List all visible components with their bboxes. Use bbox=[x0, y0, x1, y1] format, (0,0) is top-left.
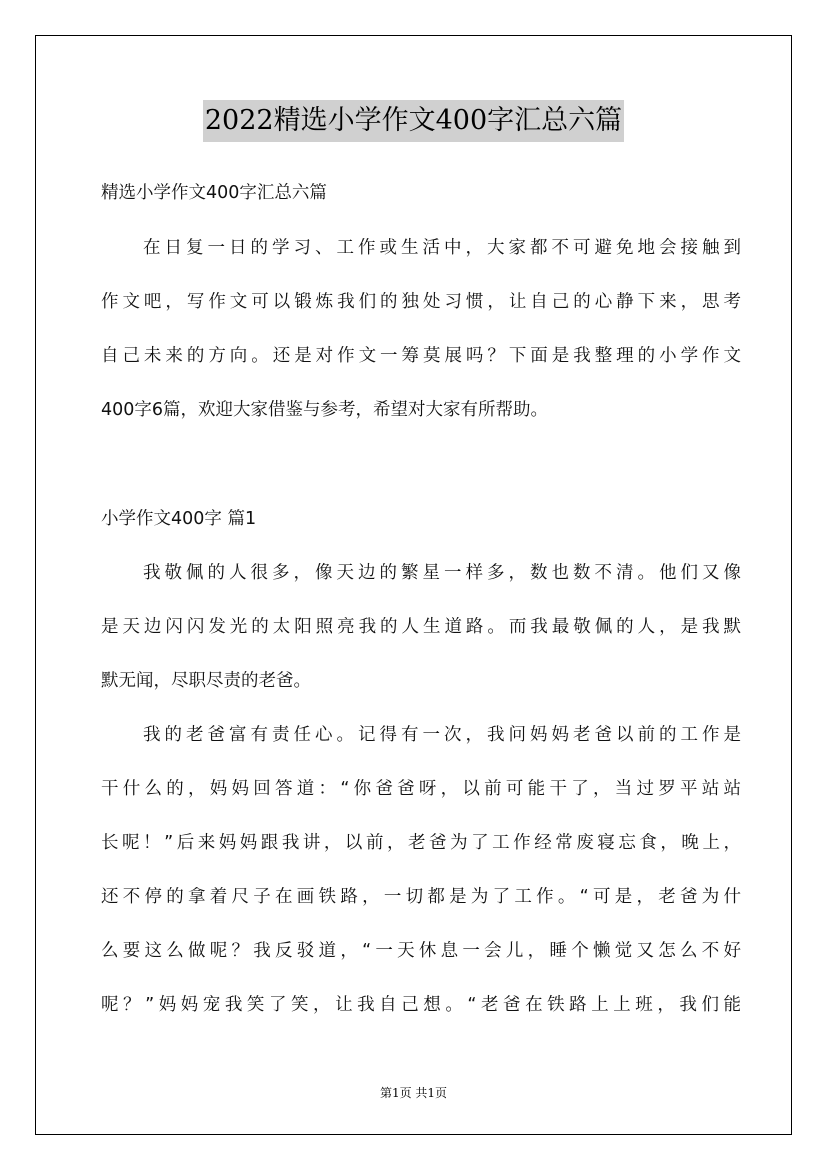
paragraph-line: 我敬佩的人很多，像天边的繁星一样多，数也数不清。他们又像 bbox=[143, 563, 741, 583]
paragraph-line: 还不停的拿着尺子在画铁路，一切都是为了工作。“可是，老爸为什 bbox=[101, 887, 741, 907]
paragraph-line: 长呢！”后来妈妈跟我讲，以前，老爸为了工作经常废寝忘食，晚上， bbox=[101, 833, 741, 853]
paragraph-line: 呢？”妈妈宠我笑了笑，让我自己想。“老爸在铁路上上班，我们能 bbox=[101, 995, 741, 1015]
document-title: 2022精选小学作文400字汇总六篇 bbox=[203, 100, 624, 142]
intro-line: 400字6篇，欢迎大家借鉴与参考，希望对大家有所帮助。 bbox=[101, 400, 549, 420]
paragraph-line: 默无闻，尽职尽责的老爸。 bbox=[101, 671, 311, 691]
section-heading: 小学作文400字 篇1 bbox=[101, 509, 257, 529]
page-footer: 第1页 共1页 bbox=[379, 1086, 448, 1100]
document-subtitle: 精选小学作文400字汇总六篇 bbox=[101, 183, 327, 203]
paragraph-line: 干什么的，妈妈回答道：“你爸爸呀，以前可能干了，当过罗平站站 bbox=[101, 779, 741, 799]
paragraph-line: 么要这么做呢？我反驳道，“一天休息一会儿，睡个懒觉又怎么不好 bbox=[101, 941, 741, 961]
title-wrap bbox=[0, 100, 827, 142]
intro-line: 自己未来的方向。还是对作文一筹莫展吗？下面是我整理的小学作文 bbox=[101, 346, 741, 366]
intro-line: 在日复一日的学习、工作或生活中，大家都不可避免地会接触到 bbox=[143, 238, 741, 258]
paragraph-line: 我的老爸富有责任心。记得有一次，我问妈妈老爸以前的工作是 bbox=[143, 725, 741, 745]
paragraph-line: 是天边闪闪发光的太阳照亮我的人生道路。而我最敬佩的人，是我默 bbox=[101, 617, 741, 637]
intro-line: 作文吧，写作文可以锻炼我们的独处习惯，让自己的心静下来，思考 bbox=[101, 292, 741, 312]
